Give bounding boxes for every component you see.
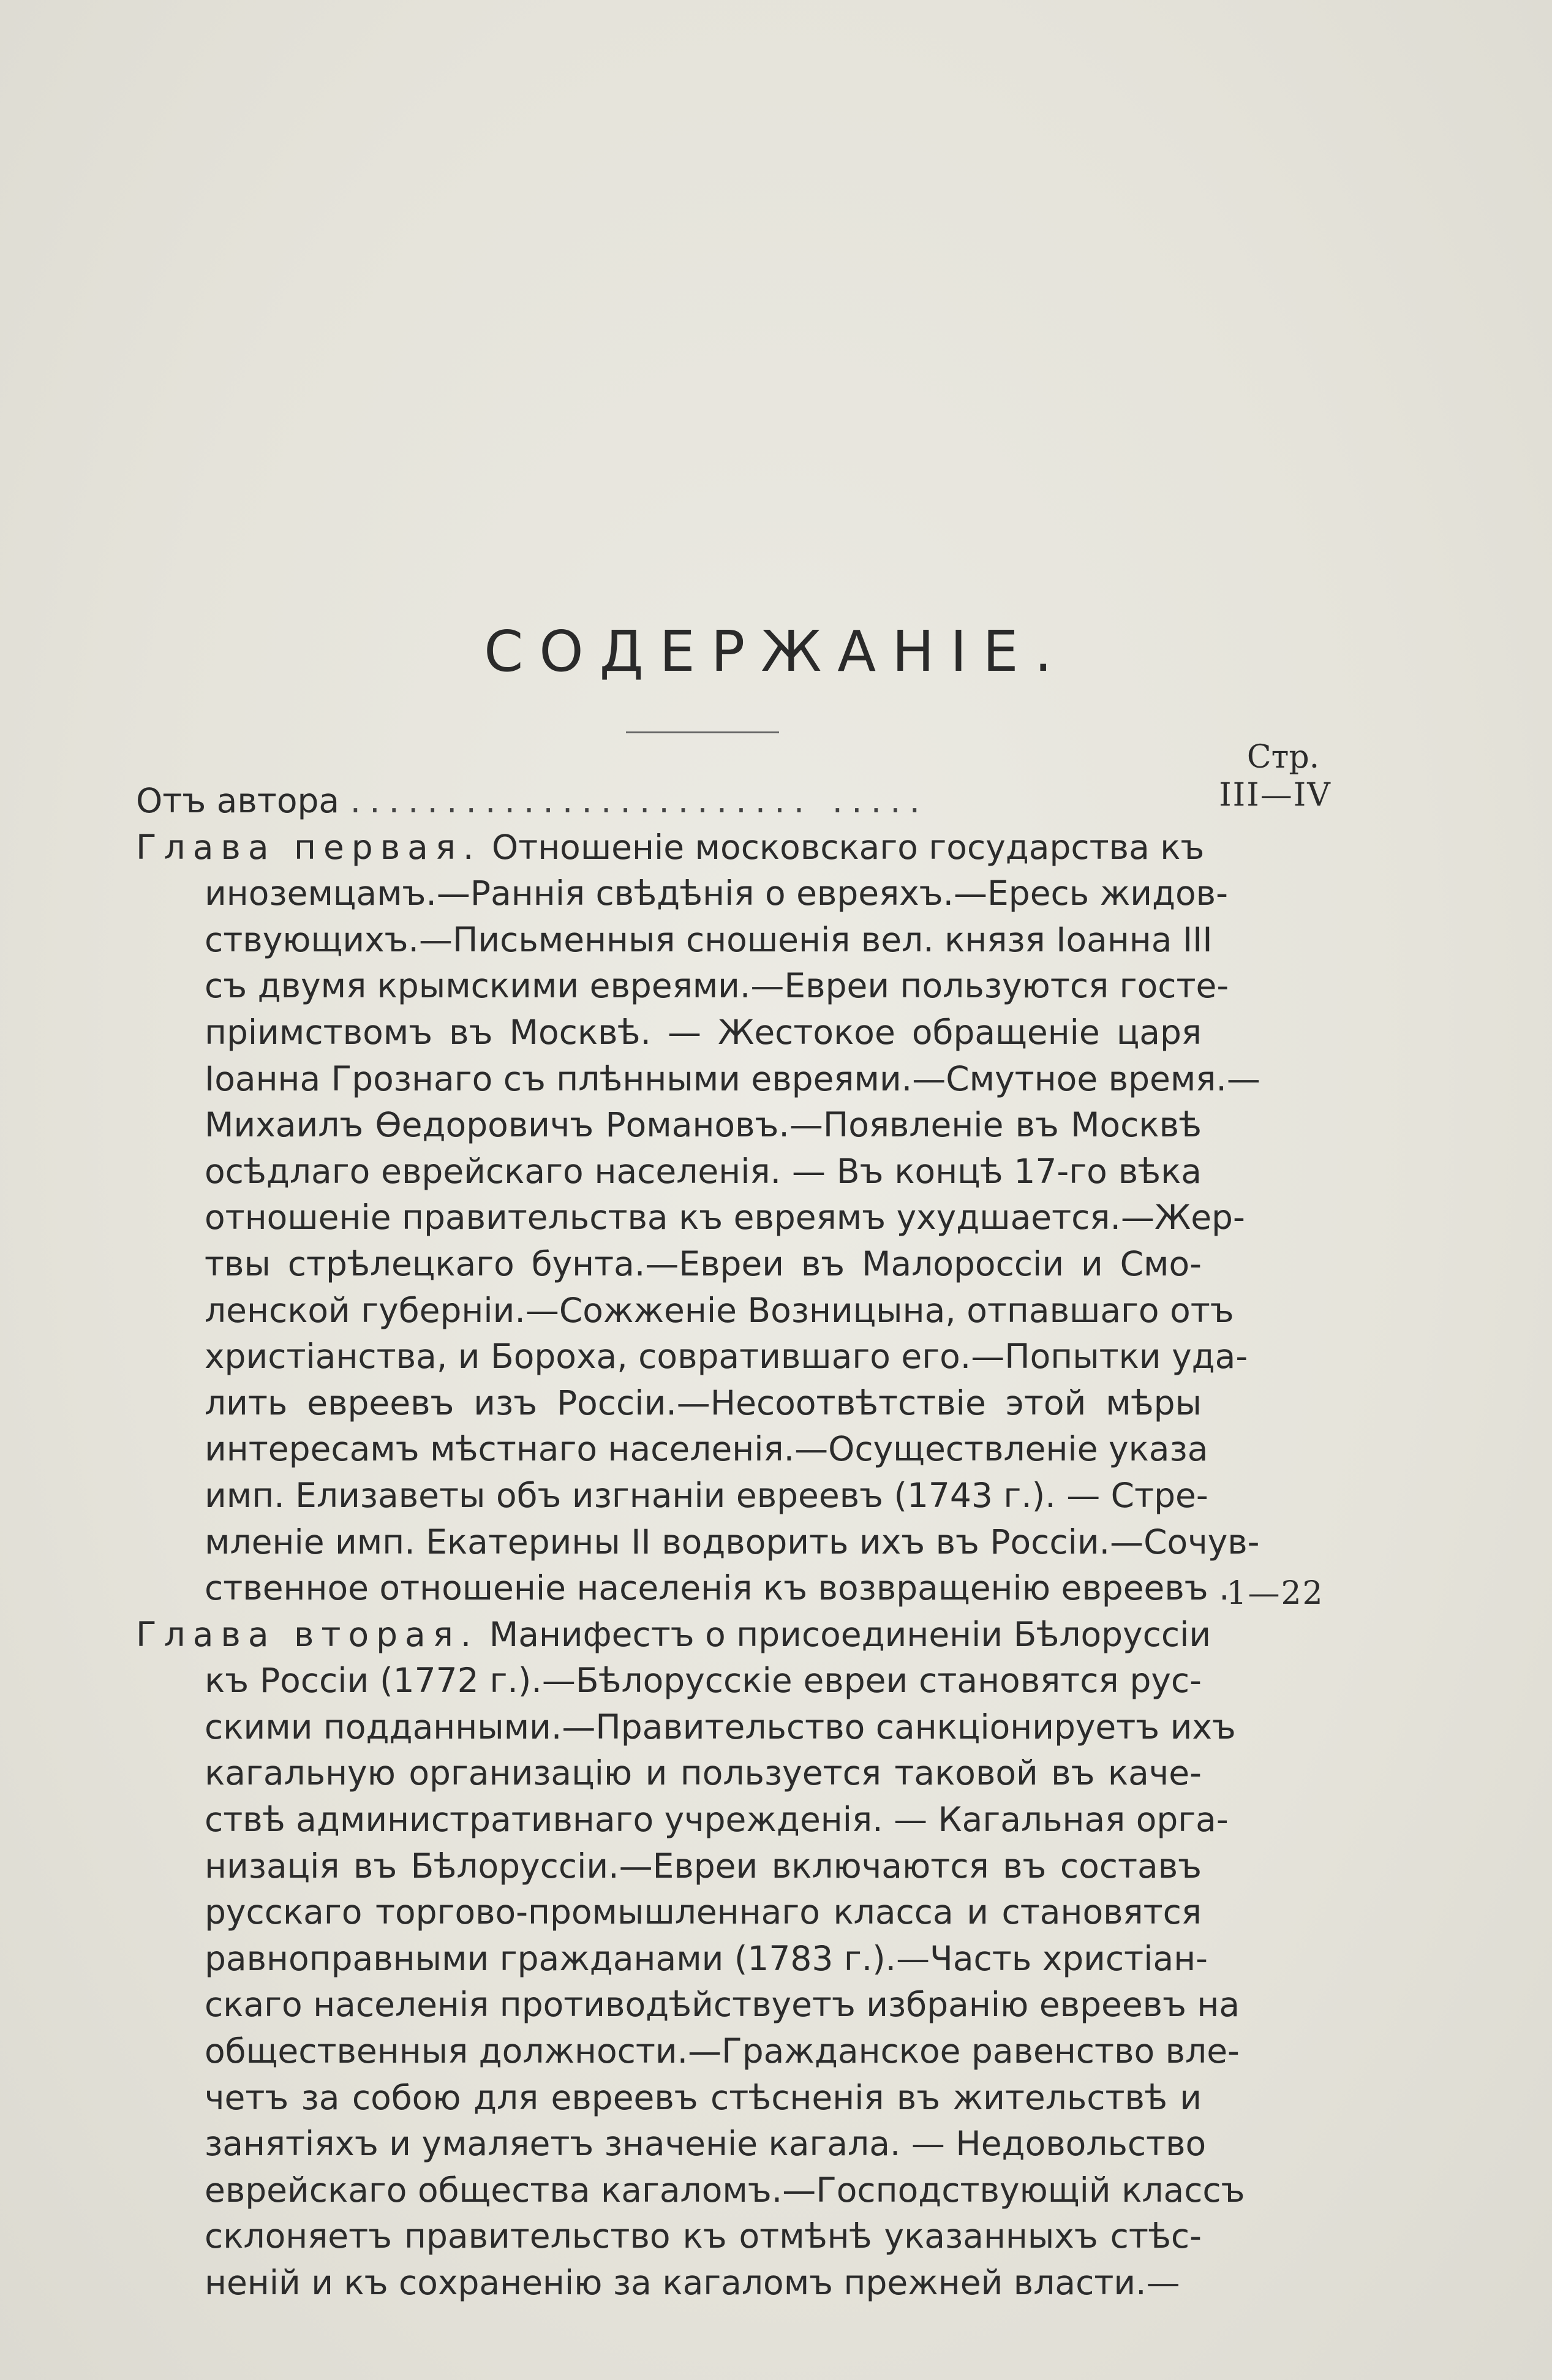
toc-line: интересамъ мѣстнаго населенія.—Осуществленіе указа	[205, 1429, 1208, 1469]
toc-line: еврейскаго общества кагаломъ.—Господствующій классъ	[205, 2170, 1245, 2210]
toc-line: съ двумя крымскими евреями.—Евреи пользуются госте-	[205, 966, 1229, 1006]
toc-line: русскаго торгово-промышленнаго класса и становятся	[205, 1892, 1202, 1932]
toc-entry-chapter-2	[136, 1612, 1336, 2306]
toc-line: равноправными гражданами (1783 г.).—Часть христіан-	[205, 1938, 1208, 1978]
page-title: СОДЕРЖАНІЕ.	[484, 619, 1068, 684]
toc-line: ственное отношеніе населенія къ возвращенію евреевъ .	[205, 1568, 1230, 1608]
toc-line: ствѣ административнаго учрежденія. — Кагальная орга-	[205, 1800, 1229, 1840]
toc-entry-chapter-1	[136, 825, 1336, 1612]
toc-line: скаго населенія противодѣйствуетъ избранію евреевъ на	[205, 1985, 1240, 2025]
toc-line: иноземцамъ.—Раннія свѣдѣнія о евреяхъ.—Ересь жидов-	[205, 874, 1228, 913]
toc-line: занятіяхъ и умаляетъ значеніе кагала. — Недовольство	[205, 2124, 1207, 2164]
chapter-label: Глава первая.	[136, 827, 481, 867]
page-column-header: Стр.	[1246, 739, 1320, 776]
toc-line: къ Россіи (1772 г.).—Бѣлорусскіе евреи становятся рус-	[205, 1661, 1202, 1701]
toc-line: отношеніе правительства къ евреямъ ухудшается.—Жер-	[205, 1198, 1245, 1237]
toc-line: Іоанна Грознаго съ плѣнными евреями.—Смутное время.—	[205, 1059, 1260, 1098]
toc-line: четъ за собою для евреевъ стѣсненія въ жительствѣ и	[205, 2077, 1202, 2117]
title-divider	[626, 731, 779, 733]
toc-line: христіанства, и Бороха, совратившаго его.—Попытки уда-	[205, 1337, 1248, 1377]
toc-line: имп. Елизаветы объ изгнаніи евреевъ (1743 г.). — Стре-	[205, 1475, 1208, 1515]
toc-line: пріимствомъ въ Москвѣ. — Жестокое обращеніе царя	[205, 1012, 1202, 1052]
chapter-label: Глава вторая.	[136, 1614, 479, 1654]
toc-leader-dots: ........................ .....	[350, 781, 929, 820]
toc-line: ленской губерніи.—Сожженіе Возницына, отпавшаго отъ	[205, 1290, 1234, 1330]
toc-line: Михаилъ Ѳедоровичъ Романовъ.—Появленіе въ Москвѣ	[205, 1105, 1202, 1145]
toc-line: Отношеніе московскаго государства къ	[491, 827, 1205, 867]
toc-entry-pages: III—IV	[1219, 777, 1332, 814]
toc-line: кагальную организацію и пользуется таковой въ каче-	[205, 1753, 1202, 1793]
toc-entry-preface	[136, 778, 1336, 825]
toc-line: скими подданными.—Правительство санкціонируетъ ихъ	[205, 1707, 1236, 1747]
toc-line: мленіе имп. Екатерины II водворить ихъ въ Россіи.—Сочув-	[205, 1522, 1260, 1562]
toc-line: общественныя должности.—Гражданское равенство вле-	[205, 2031, 1240, 2071]
toc-line: ствующихъ.—Письменныя сношенія вел. князя Іоанна III	[205, 920, 1213, 959]
toc-line: Манифестъ о присоединеніи Бѣлоруссіи	[489, 1614, 1211, 1654]
toc-line: твы стрѣлецкаго бунта.—Евреи въ Малороссіи и Смо-	[205, 1244, 1202, 1283]
toc-line: лить евреевъ изъ Россіи.—Несоотвѣтствіе этой мѣры	[205, 1383, 1202, 1422]
toc-line: осѣдлаго еврейскаго населенія. — Въ концѣ 17-го вѣка	[205, 1151, 1202, 1191]
toc-line: низація въ Бѣлоруссіи.—Евреи включаются въ составъ	[205, 1846, 1202, 1886]
toc-entry-pages: 1—22	[1226, 1574, 1324, 1612]
toc-entry-label: Отъ автора	[136, 781, 340, 820]
toc-line: неній и къ сохраненію за кагаломъ прежней власти.—	[205, 2263, 1180, 2302]
table-of-contents	[136, 778, 1336, 2306]
toc-line: склоняетъ правительство къ отмѣнѣ указанныхъ стѣс-	[205, 2216, 1202, 2256]
